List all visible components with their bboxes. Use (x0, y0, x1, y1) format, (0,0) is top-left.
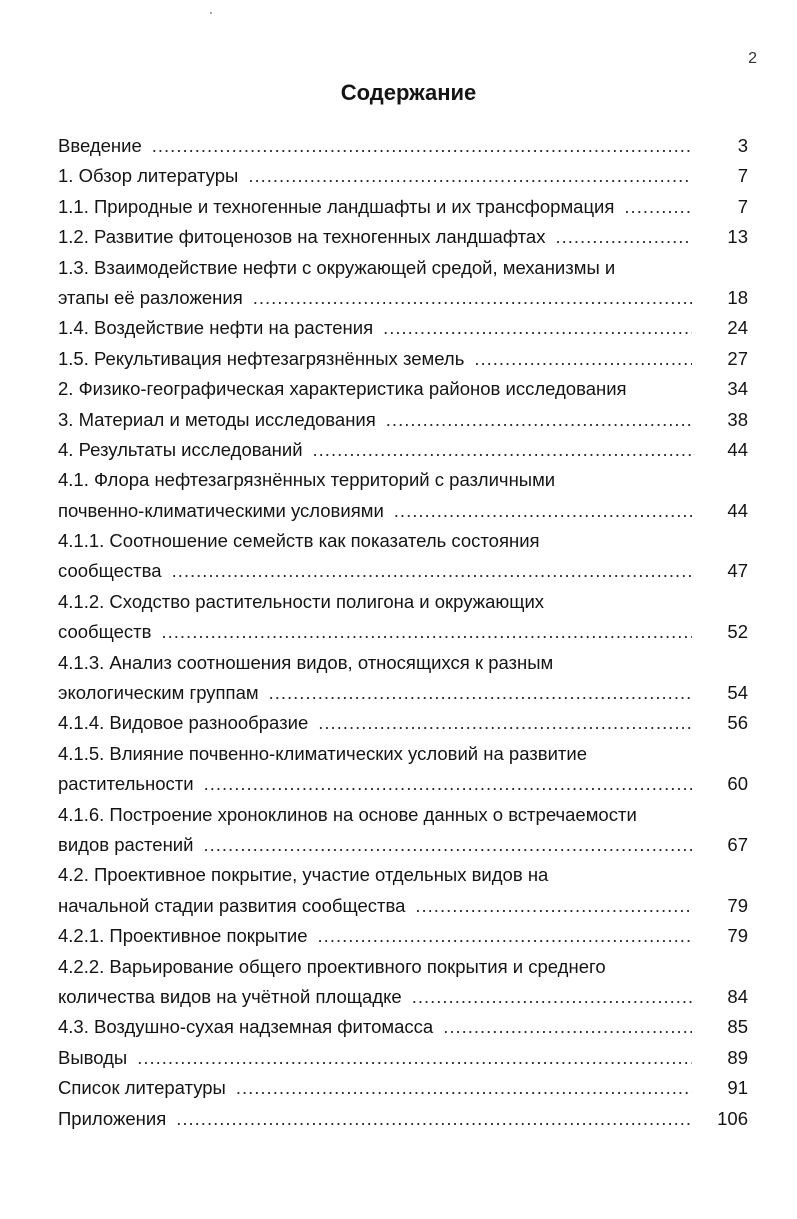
toc-line (58, 556, 748, 586)
toc-page-number: 56 (727, 712, 748, 734)
toc-entry (58, 1104, 748, 1134)
toc-line (58, 587, 748, 617)
toc-entry (58, 587, 748, 648)
toc-leader-dots (313, 435, 692, 465)
toc-line (58, 739, 748, 769)
toc-page-number: 38 (727, 408, 748, 430)
toc-entry (58, 405, 748, 435)
toc-entry-title: 4.1.4. Видовое разнообразие (58, 712, 309, 734)
toc-leader-dots (236, 1073, 692, 1103)
toc-line (58, 253, 748, 283)
toc-entry-title: 4. Результаты исследований (58, 438, 303, 460)
toc-entry (58, 860, 748, 921)
toc-entry (58, 739, 748, 800)
toc-entry-title: начальной стадии развития сообщества (58, 894, 406, 916)
toc-leader-dots (162, 617, 693, 647)
toc-page-number: 7 (737, 195, 748, 217)
toc-line (58, 648, 748, 678)
toc-entry (58, 1073, 748, 1103)
toc-page-number: 60 (727, 773, 748, 795)
toc-entry (58, 344, 748, 374)
toc-entry (58, 192, 748, 222)
toc-page-number: 27 (727, 347, 748, 369)
toc-leader-dots (203, 830, 692, 860)
toc-line (58, 344, 748, 374)
toc-leader-dots (474, 344, 692, 374)
toc-page-number: 13 (727, 226, 748, 248)
toc-line (58, 465, 748, 495)
toc-entry (58, 800, 748, 861)
toc-entry-title: 4.2.1. Проективное покрытие (58, 925, 308, 947)
toc-leader-dots (394, 496, 692, 526)
toc-entry-title: этапы её разложения (58, 286, 243, 308)
toc-entry-title: Введение (58, 135, 142, 156)
toc-leader-dots (555, 222, 692, 252)
toc-line (58, 860, 748, 890)
toc-entry-title: 1.2. Развитие фитоценозов на техногенных ландшафтах (58, 226, 546, 248)
toc-line (58, 405, 748, 435)
toc-line (58, 1012, 748, 1042)
toc-line (58, 526, 748, 556)
toc-line (58, 131, 748, 161)
toc-entry-title: 4.1.2. Сходство растительности полигона и окружающих (58, 590, 545, 612)
toc-entry-title: 1.4. Воздействие нефти на растения (58, 317, 374, 339)
toc-page-number: 52 (727, 621, 748, 643)
toc-line (58, 283, 748, 313)
toc-page-number: 67 (727, 833, 748, 855)
toc-entry-title: 4.2.2. Варьирование общего проективного покрытия и среднего (58, 955, 606, 977)
toc-line (58, 222, 748, 252)
toc-entry (58, 374, 748, 404)
toc-entry-title: сообществ (58, 621, 152, 643)
toc-page-number: 34 (727, 378, 748, 400)
toc-leader-dots (172, 556, 692, 586)
toc-leader-dots (443, 1012, 692, 1042)
toc-leader-dots (415, 891, 692, 921)
toc-line (58, 708, 748, 738)
toc-entry (58, 313, 748, 343)
toc-entry-title: Список литературы (58, 1077, 226, 1099)
toc-leader-dots (624, 192, 692, 222)
toc-leader-dots (269, 678, 692, 708)
scan-speck (210, 12, 212, 14)
table-of-contents (58, 131, 748, 1134)
toc-page-number: 89 (727, 1046, 748, 1068)
toc-line (58, 313, 748, 343)
toc-line (58, 1104, 748, 1134)
toc-entry-title: 4.1.1. Соотношение семейств как показатель состояния (58, 530, 540, 552)
toc-entry-title: 1.1. Природные и техногенные ландшафты и их трансформация (58, 195, 615, 217)
toc-entry-title: 4.3. Воздушно-сухая надземная фитомасса (58, 1016, 434, 1038)
toc-entry (58, 921, 748, 951)
page-number: 2 (748, 50, 757, 67)
toc-leader-dots (318, 708, 692, 738)
toc-entry-title: сообщества (58, 560, 162, 582)
toc-line (58, 374, 748, 404)
toc-line (58, 891, 748, 921)
toc-leader-dots (386, 405, 692, 435)
toc-entry-title: почвенно-климатическими условиями (58, 499, 384, 521)
toc-entry-title: 1. Обзор литературы (58, 165, 239, 187)
toc-page-number: 54 (727, 682, 748, 704)
toc-leader-dots (137, 1043, 692, 1073)
page-title: Содержание (340, 80, 477, 105)
toc-entry (58, 648, 748, 709)
toc-entry (58, 161, 748, 191)
toc-entry-title: 2. Физико-географическая характеристика районов исследования (58, 378, 627, 400)
toc-line (58, 982, 748, 1012)
toc-page-number: 47 (727, 560, 748, 582)
toc-entry-title: растительности (58, 773, 194, 795)
toc-entry-title: 4.2. Проективное покрытие, участие отдельных видов на (58, 864, 549, 886)
toc-line (58, 1043, 748, 1073)
toc-leader-dots (318, 921, 692, 951)
toc-entry (58, 131, 748, 161)
toc-page-number: 84 (727, 985, 748, 1007)
toc-entry (58, 952, 748, 1013)
toc-entry-title: 1.5. Рекультивация нефтезагрязнённых земель (58, 347, 465, 369)
toc-entry-title: 4.1.5. Влияние почвенно-климатических условий на развитие (58, 742, 588, 764)
toc-leader-dots (383, 313, 692, 343)
toc-entry-title: 1.3. Взаимодействие нефти с окружающей средой, механизмы и (58, 256, 616, 278)
toc-entry (58, 435, 748, 465)
toc-entry-title: экологическим группам (58, 682, 259, 704)
toc-line (58, 769, 748, 799)
toc-entry-title: 3. Материал и методы исследования (58, 408, 376, 430)
toc-entry (58, 222, 748, 252)
toc-entry-title: 4.1.6. Построение хроноклинов на основе данных о встречаемости (58, 803, 637, 825)
toc-entry-title: видов растений (58, 833, 194, 855)
toc-page-number: 44 (727, 499, 748, 521)
toc-entry (58, 526, 748, 587)
toc-line (58, 496, 748, 526)
toc-line (58, 952, 748, 982)
toc-page-number: 18 (727, 286, 748, 308)
toc-leader-dots (248, 161, 692, 191)
toc-line (58, 678, 748, 708)
toc-line (58, 1073, 748, 1103)
toc-page-number: 44 (727, 438, 748, 460)
toc-entry (58, 253, 748, 314)
toc-leader-dots (412, 982, 692, 1012)
toc-leader-dots (253, 283, 692, 313)
toc-entry-title: 4.1.3. Анализ соотношения видов, относящихся к разным (58, 651, 554, 673)
toc-entry-title: Приложения (58, 1107, 167, 1129)
toc-line (58, 161, 748, 191)
toc-line (58, 921, 748, 951)
toc-line (58, 830, 748, 860)
toc-line (58, 192, 748, 222)
toc-page-number: 85 (727, 1016, 748, 1038)
toc-page-number: 24 (727, 317, 748, 339)
toc-entry-title: количества видов на учётной площадке (58, 985, 402, 1007)
toc-entry-title: 4.1. Флора нефтезагрязнённых территорий с различными (58, 469, 556, 491)
toc-leader-dots (204, 769, 692, 799)
toc-page-number: 79 (727, 925, 748, 947)
toc-leader-dots (176, 1104, 692, 1134)
toc-line (58, 435, 748, 465)
toc-entry (58, 1012, 748, 1042)
toc-line (58, 617, 748, 647)
toc-page-number: 7 (737, 165, 748, 187)
toc-entry (58, 708, 748, 738)
toc-entry (58, 465, 748, 526)
toc-entry (58, 1043, 748, 1073)
toc-entry-title: Выводы (58, 1046, 128, 1068)
toc-page-number: 106 (717, 1107, 748, 1129)
toc-page-number: 3 (737, 135, 748, 156)
toc-line (58, 800, 748, 830)
toc-page-number: 79 (727, 894, 748, 916)
toc-leader-dots (152, 131, 692, 161)
toc-page-number: 91 (727, 1077, 748, 1099)
